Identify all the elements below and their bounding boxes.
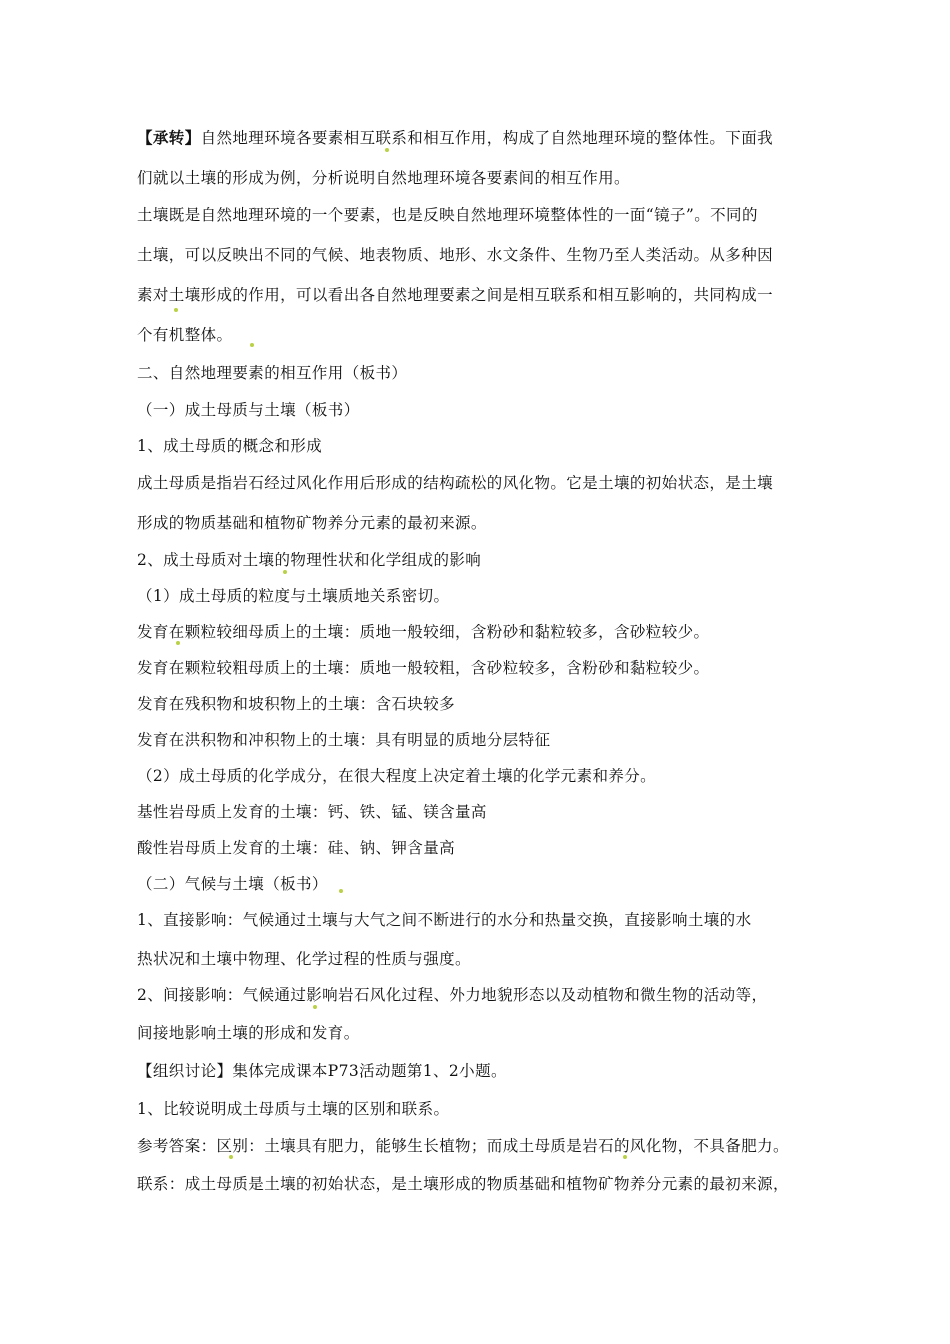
paragraph-line: 1、直接影响：气候通过土壤与大气之间不断进行的水分和热量交换，直接影响土壤的水 — [137, 911, 752, 929]
paragraph-line: 土壤既是自然地理环境的一个要素，也是反映自然地理环境整体性的一面“镜子”。不同的 — [137, 206, 758, 224]
paragraph-line: 发育在残积物和坡积物上的土壤：含石块较多 — [137, 695, 456, 713]
paragraph-line: 联系：成土母质是土壤的初始状态，是土壤形成的物质基础和植物矿物养分元素的最初来源， — [137, 1175, 789, 1193]
edit-mark-dot — [385, 148, 389, 152]
edit-mark-dot — [176, 641, 180, 645]
paragraph-line: 土壤，可以反映出不同的气候、地表物质、地形、水文条件、生物乃至人类活动。从多种因 — [137, 246, 774, 264]
paragraph-line: （2）成土母质的化学成分，在很大程度上决定着土壤的化学元素和养分。 — [137, 767, 657, 785]
bracket-heading: 【承转】 — [137, 128, 201, 147]
paragraph-line: 形成的物质基础和植物矿物养分元素的最初来源。 — [137, 514, 487, 532]
paragraph-line: 成土母质是指岩石经过风化作用后形成的结构疏松的风化物。它是土壤的初始状态，是土壤 — [137, 474, 774, 492]
paragraph-line: 间接地影响土壤的形成和发育。 — [137, 1024, 360, 1042]
paragraph-line: 2、间接影响：气候通过影响岩石风化过程、外力地貌形态以及动植物和微生物的活动等， — [137, 986, 768, 1004]
paragraph-line: 酸性岩母质上发育的土壤：硅、钠、钾含量高 — [137, 839, 456, 857]
edit-mark-dot — [229, 1155, 233, 1159]
paragraph-line: （1）成土母质的粒度与土壤质地关系密切。 — [137, 587, 450, 605]
paragraph-line: 2、成土母质对土壤的物理性状和化学组成的影响 — [137, 551, 482, 569]
paragraph-line — [137, 128, 773, 148]
bracket-heading: 【组织讨论】 — [137, 1062, 233, 1080]
edit-mark-dot — [339, 889, 343, 893]
edit-mark-dot — [174, 308, 178, 312]
paragraph-line: 发育在颗粒较细母质上的土壤：质地一般较细，含粉砂和黏粒较多，含砂粒较少。 — [137, 623, 710, 641]
subsection-heading: （一）成土母质与土壤（板书） — [137, 401, 360, 419]
edit-mark-dot — [283, 570, 287, 574]
paragraph-line: 1、成土母质的概念和形成 — [137, 437, 323, 455]
paragraph-line: 热状况和土壤中物理、化学过程的性质与强度。 — [137, 950, 471, 968]
edit-mark-dot — [313, 1005, 317, 1009]
paragraph-line: 个有机整体。 — [137, 326, 233, 344]
edit-mark-dot — [623, 1155, 627, 1159]
paragraph-line — [137, 1061, 507, 1081]
paragraph-line: 发育在洪积物和冲积物上的土壤：具有明显的质地分层特征 — [137, 731, 551, 749]
paragraph-line: 发育在颗粒较粗母质上的土壤：质地一般较粗，含砂粒较多，含粉砂和黏粒较少。 — [137, 659, 710, 677]
paragraph-line: 基性岩母质上发育的土壤：钙、铁、锰、镁含量高 — [137, 803, 487, 821]
paragraph-line: 1、比较说明成土母质与土壤的区别和联系。 — [137, 1100, 450, 1118]
paragraph-line: 们就以土壤的形成为例，分析说明自然地理环境各要素间的相互作用。 — [137, 169, 630, 187]
edit-mark-dot — [250, 343, 254, 347]
line-text: 自然地理环境各要素相互联系和相互作用，构成了自然地理环境的整体性。下面我 — [200, 129, 774, 147]
subsection-heading: （二）气候与土壤（板书） — [137, 875, 328, 893]
paragraph-line: 素对土壤形成的作用，可以看出各自然地理要素之间是相互联系和相互影响的，共同构成一 — [137, 286, 774, 304]
line-text: 集体完成课本P73活动题第1、2小题。 — [232, 1062, 507, 1080]
section-heading: 二、自然地理要素的相互作用（板书） — [137, 364, 408, 382]
paragraph-line: 参考答案：区别：土壤具有肥力，能够生长植物；而成土母质是岩石的风化物，不具备肥力。 — [137, 1137, 789, 1155]
